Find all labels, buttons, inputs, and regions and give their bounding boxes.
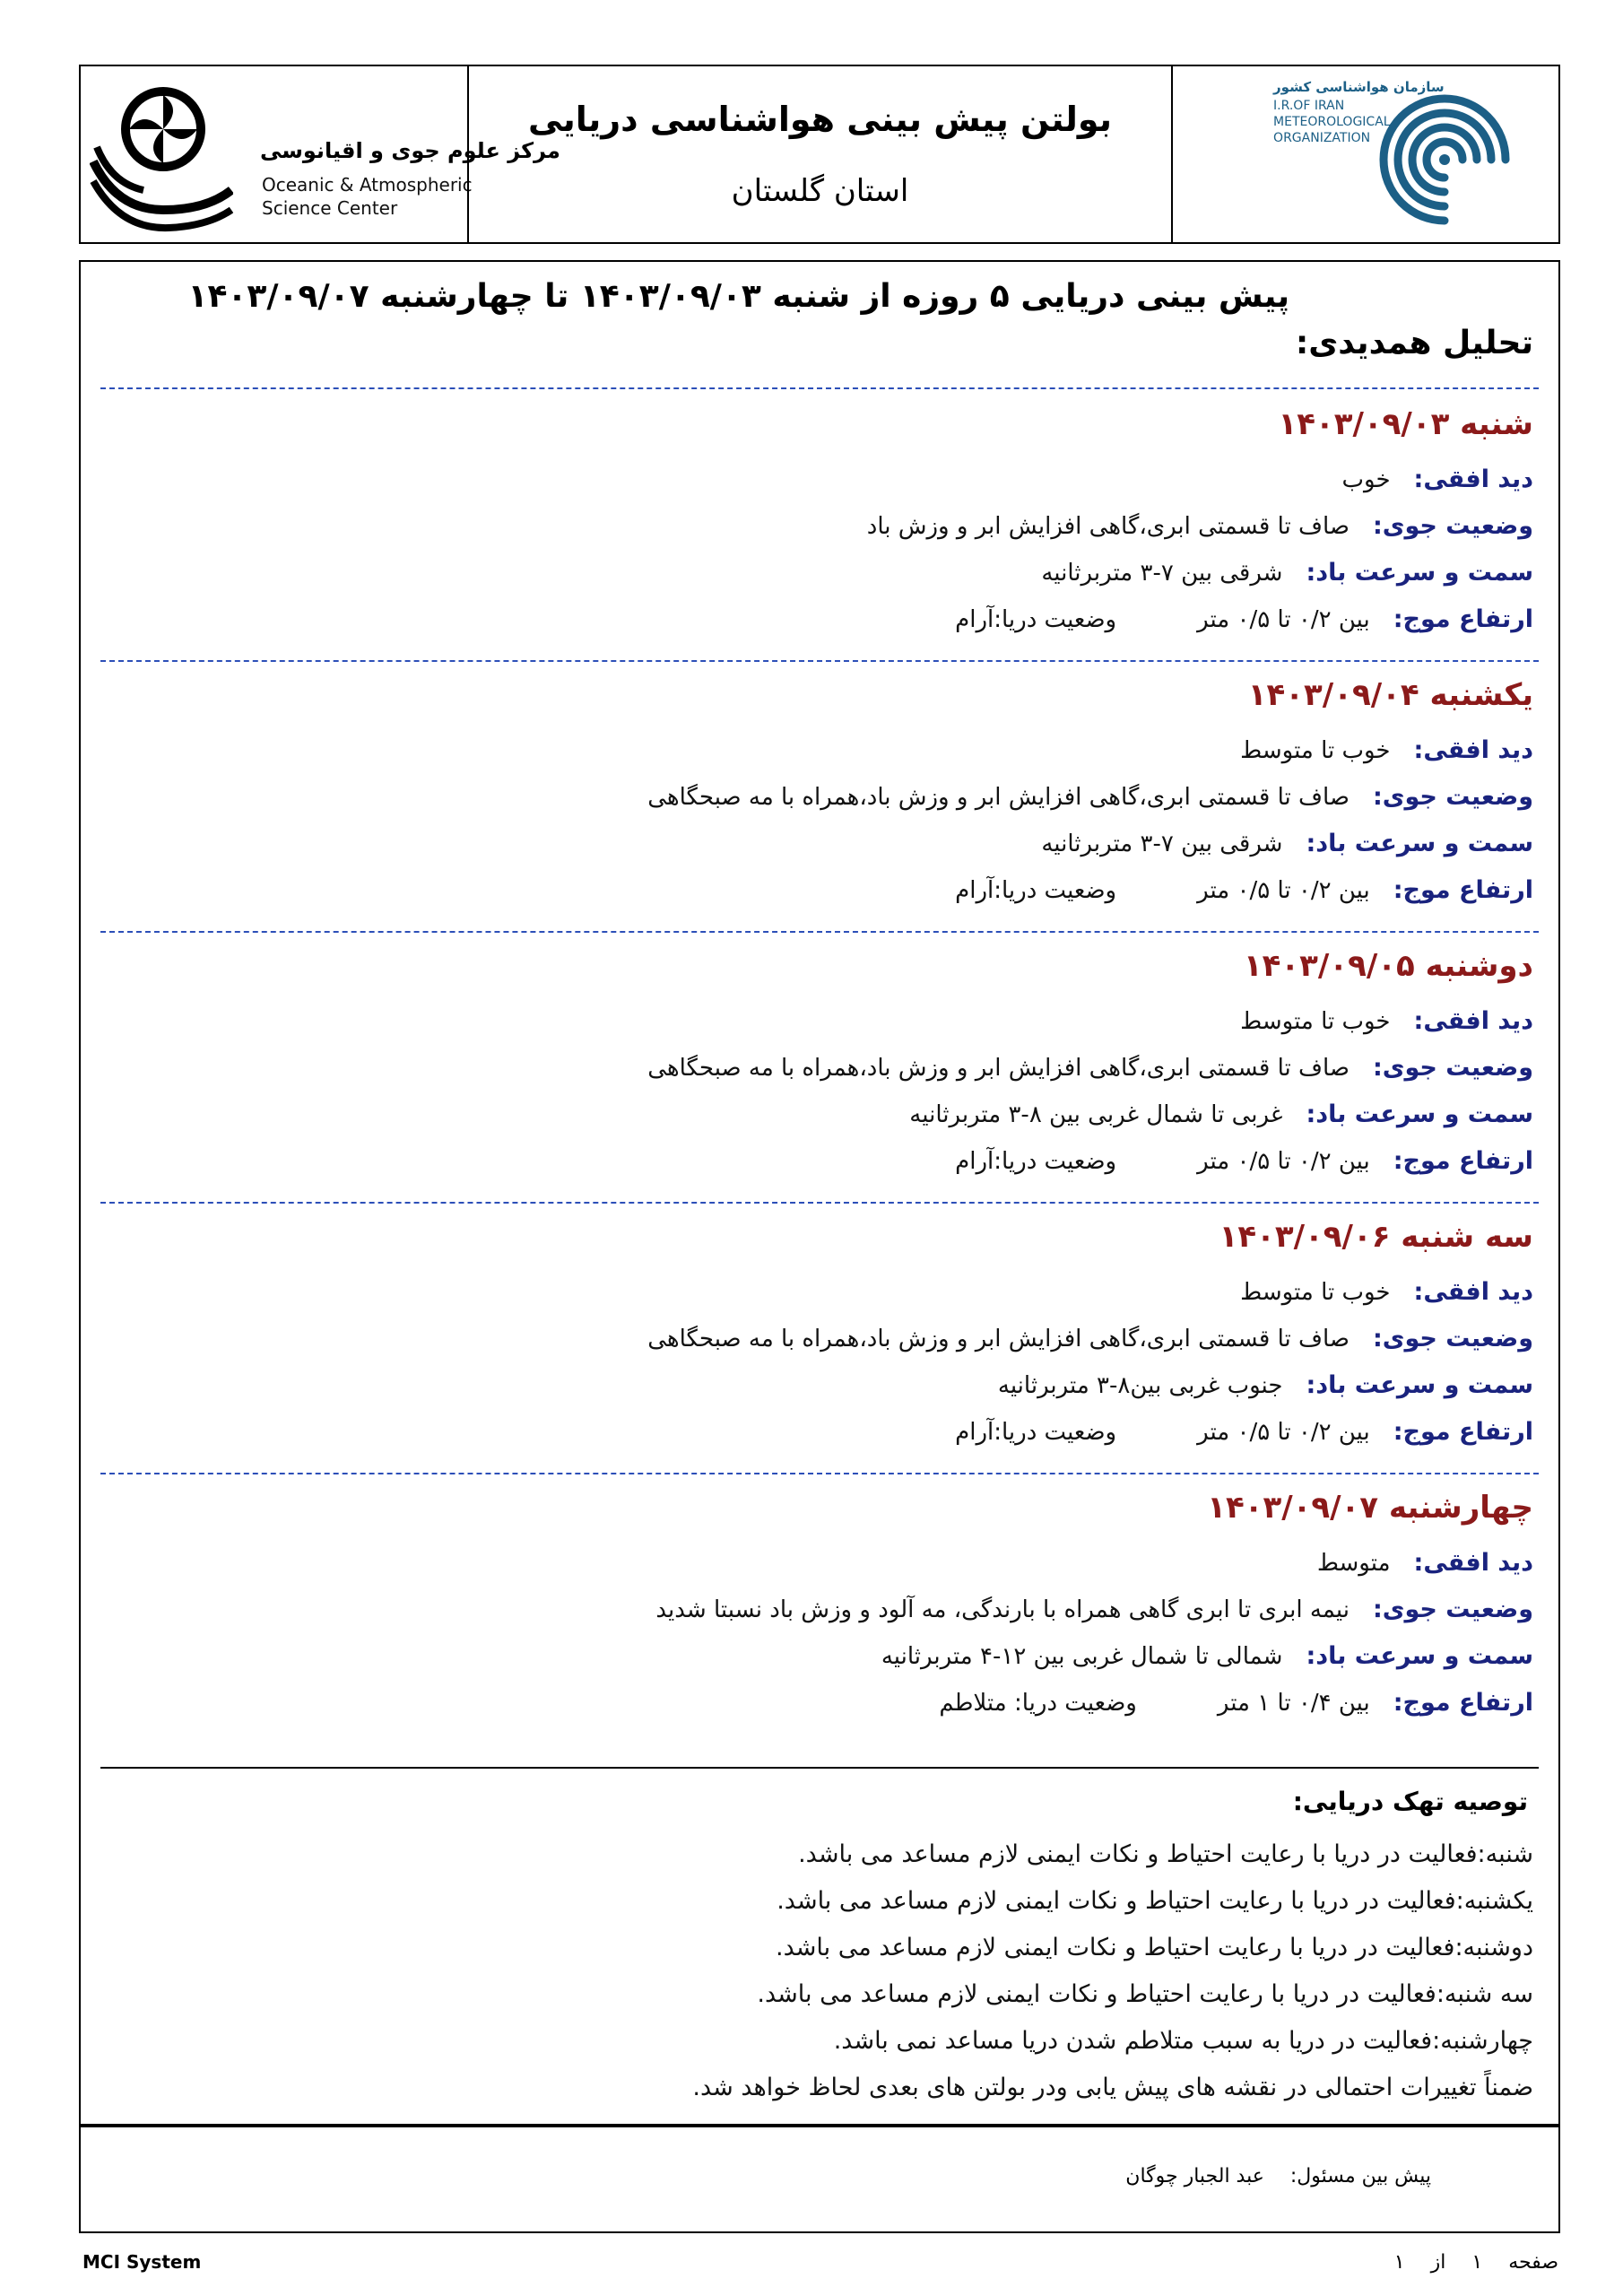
dashed-divider [100,1202,1539,1204]
weather-label: وضعیت جوی: [1372,783,1533,811]
forecaster-box [79,2126,1560,2233]
visibility-row [100,1004,1533,1039]
visibility-value: خوب تا متوسط [1240,737,1391,764]
advice-separator [100,1767,1539,1769]
visibility-label: دید افقی: [1413,1007,1533,1035]
weather-label: وضعیت جوی: [1372,512,1533,540]
irimo-logo-block [1171,66,1558,242]
wave-label: ارتفاع موج: [1393,605,1533,633]
wind-value: غربی تا شمال غربی بین ۸-۳ متربرثانیه [909,1101,1283,1128]
wave-value: بین ۰/۲ تا ۰/۵ متر [1197,1148,1370,1175]
day-title: دوشنبه ۱۴۰۳/۰۹/۰۵ [1243,948,1533,984]
advice-item: ضمناً تغییرات احتمالی در نقشه های پیش یابی ودر بولتن های بعدی لحاظ خواهد شد. [692,2074,1533,2101]
sea-state-value: وضعیت دریا:آرام [955,606,1117,633]
advice-title: توصیه تهک دریایی: [1292,1787,1528,1816]
visibility-label: دید افقی: [1413,465,1533,493]
system-label: MCI System [82,2251,202,2273]
visibility-row [100,1546,1533,1580]
page-of: از [1430,2251,1446,2274]
oasc-logo-icon [90,75,233,232]
province-name: استان گلستان [731,173,909,209]
wind-value: شمالی تا شمال غربی بین ۱۲-۴ متربرثانیه [881,1643,1283,1670]
advice-item: دوشنبه:فعالیت در دریا با رعایت احتیاط و نکات ایمنی لازم مساعد می باشد. [776,1934,1533,1961]
dashed-divider [100,931,1539,933]
advice-item: یکشنبه:فعالیت در دریا با رعایت احتیاط و نکات ایمنی لازم مساعد می باشد. [777,1887,1533,1915]
wind-label: سمت و سرعت باد: [1306,830,1533,857]
wind-label: سمت و سرعت باد: [1306,1371,1533,1399]
wave-value: بین ۰/۴ تا ۱ متر [1217,1690,1370,1717]
day-title: سه شنبه ۱۴۰۳/۰۹/۰۶ [1219,1219,1533,1255]
wave-label: ارتفاع موج: [1393,1147,1533,1175]
irimo-name-fa: سازمان هواشناسی کشور [1273,79,1445,95]
dashed-divider [100,387,1539,389]
wind-value: شرقی بین ۷-۳ متربرثانیه [1041,831,1283,857]
sea-state-value: وضعیت دریا:آرام [955,1419,1117,1446]
wave-row [100,874,1533,908]
wind-row [100,1639,1533,1674]
day-forecast [100,945,1533,1178]
irimo-name-en-line3: ORGANIZATION [1273,131,1371,145]
weather-row [100,1593,1533,1627]
day-title: شنبه ۱۴۰۳/۰۹/۰۳ [1278,406,1533,442]
day-title: یکشنبه ۱۴۰۳/۰۹/۰۴ [1247,677,1533,713]
wind-row [100,1098,1533,1132]
weather-value: نیمه ابری تا ابری گاهی همراه با بارندگی، مه آلود و وزش باد نسبتا شدید [655,1596,1350,1623]
wave-label: ارتفاع موج: [1393,1418,1533,1446]
oasc-name-en-line1: Oceanic & Atmospheric [262,174,473,196]
wind-label: سمت و سرعت باد: [1306,1100,1533,1128]
forecaster-name: عبد الجبار چوگان [1125,2165,1264,2187]
oasc-logo-block [81,66,560,242]
wave-row [100,603,1533,637]
weather-row [100,1322,1533,1356]
wave-label: ارتفاع موج: [1393,876,1533,904]
weather-value: صاف تا قسمتی ابری،گاهی افزایش ابر و وزش باد،همراه با مه صبحگاهی [647,1055,1350,1082]
irimo-logo-icon [1366,86,1523,234]
sea-state-value: وضعیت دریا:آرام [955,1148,1117,1175]
visibility-row [100,734,1533,768]
synoptic-analysis-label: تحلیل همدیدی: [1295,325,1533,361]
weather-label: وضعیت جوی: [1372,1325,1533,1352]
forecaster-label: پیش بین مسئول: [1289,2165,1431,2187]
day-title: چهارشنبه ۱۴۰۳/۰۹/۰۷ [1207,1490,1533,1526]
dashed-divider [100,660,1539,662]
weather-label: وضعیت جوی: [1372,1054,1533,1082]
sea-state-value: وضعیت دریا: متلاطم [939,1690,1137,1717]
visibility-value: خوب [1341,466,1391,493]
dashed-divider [100,1473,1539,1474]
weather-value: صاف تا قسمتی ابری،گاهی افزایش ابر و وزش باد [866,513,1350,540]
wave-row [100,1686,1533,1720]
weather-row [100,509,1533,544]
visibility-value: متوسط [1316,1550,1391,1577]
weather-row [100,780,1533,814]
weather-value: صاف تا قسمتی ابری،گاهی افزایش ابر و وزش باد،همراه با مه صبحگاهی [647,1326,1350,1352]
day-forecast [100,674,1533,908]
day-forecast [100,1487,1533,1720]
wind-value: جنوب غربی بین۸-۳ متربرثانیه [997,1372,1283,1399]
advice-item: سه شنبه:فعالیت در دریا با رعایت احتیاط و نکات ایمنی لازم مساعد می باشد. [757,1980,1533,2008]
visibility-label: دید افقی: [1413,1549,1533,1577]
forecast-title: پیش بینی دریایی ۵ روزه از شنبه ۱۴۰۳/۰۹/۰۳ تا چهارشنبه ۱۴۰۳/۰۹/۰۷ [187,278,1289,315]
weather-row [100,1051,1533,1085]
forecaster-line [1125,2165,1431,2187]
sea-state-value: وضعیت دریا:آرام [955,877,1117,904]
page-label: صفحه [1508,2251,1558,2274]
wind-value: شرقی بین ۷-۳ متربرثانیه [1041,560,1283,587]
wave-value: بین ۰/۲ تا ۰/۵ متر [1197,1419,1370,1446]
page-total: ۱ [1393,2251,1405,2274]
visibility-label: دید افقی: [1413,736,1533,764]
oasc-name-fa: مرکز علوم جوی و اقیانوسی [260,138,560,163]
weather-label: وضعیت جوی: [1372,1596,1533,1623]
wind-row [100,827,1533,861]
visibility-value: خوب تا متوسط [1240,1279,1391,1306]
wind-row [100,556,1533,590]
bulletin-title: بولتن پیش بینی هواشناسی دریایی [528,100,1113,139]
wave-row [100,1144,1533,1178]
bulletin-title-block [467,66,1171,242]
day-forecast [100,404,1533,637]
page-number [1375,2251,1558,2274]
weather-value: صاف تا قسمتی ابری،گاهی افزایش ابر و وزش باد،همراه با مه صبحگاهی [647,784,1350,811]
wave-value: بین ۰/۲ تا ۰/۵ متر [1197,877,1370,904]
advice-item: شنبه:فعالیت در دریا با رعایت احتیاط و نکات ایمنی لازم مساعد می باشد. [798,1840,1533,1868]
advice-list [692,1831,1533,2111]
visibility-value: خوب تا متوسط [1240,1008,1391,1035]
forecast-body [79,260,1560,2126]
advice-item: چهارشنبه:فعالیت در دریا به سبب متلاطم شدن دریا مساعد نمی باشد. [833,2027,1533,2055]
wave-row [100,1415,1533,1449]
wind-row [100,1369,1533,1403]
irimo-name-en-line2: METEOROLOGICAL [1273,115,1391,129]
visibility-row [100,463,1533,497]
visibility-row [100,1275,1533,1309]
visibility-label: دید افقی: [1413,1278,1533,1306]
oasc-name-en-line2: Science Center [262,197,398,219]
wave-value: بین ۰/۲ تا ۰/۵ متر [1197,606,1370,633]
day-forecast [100,1216,1533,1449]
irimo-name-en-line1: I.R.OF IRAN [1273,99,1345,113]
bulletin-header [79,65,1560,244]
page-current: ۱ [1471,2251,1483,2274]
wind-label: سمت و سرعت باد: [1306,559,1533,587]
wave-label: ارتفاع موج: [1393,1689,1533,1717]
wind-label: سمت و سرعت باد: [1306,1642,1533,1670]
